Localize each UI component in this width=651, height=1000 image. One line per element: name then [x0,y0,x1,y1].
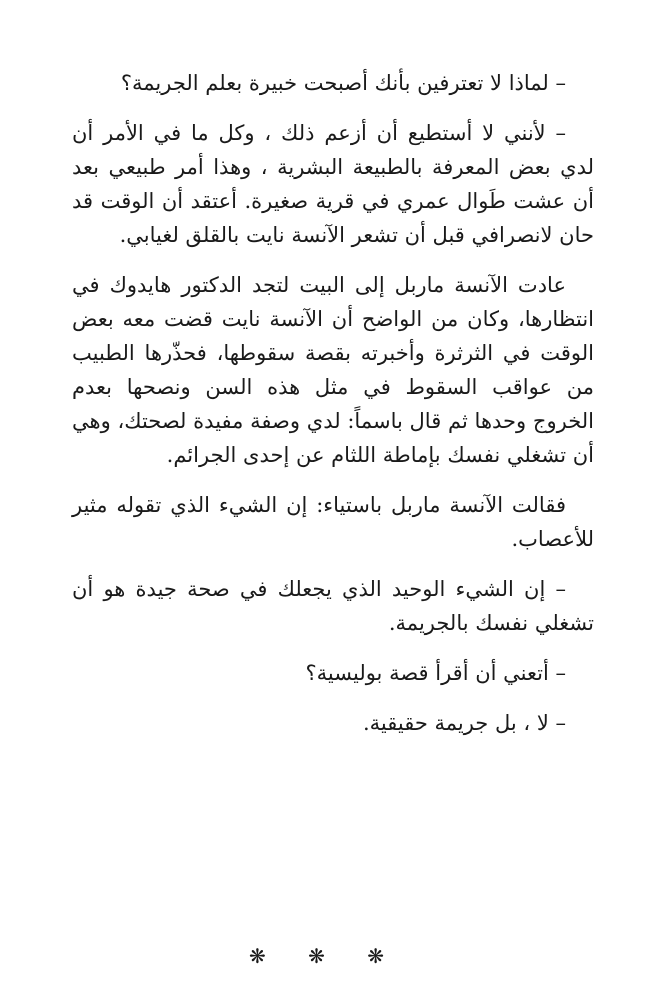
paragraph-5: – إن الشيء الوحيد الذي يجعلك في صحة جيدة هو أن تشغلي نفسك بالجريمة. [72,577,594,635]
page-text [72,66,594,756]
section-separator: ❋ ❋ ❋ [249,944,402,968]
paragraph-7: – لا ، بل جريمة حقيقية. [362,711,566,735]
paragraph-6: – أتعني أن أقرأ قصة بوليسية؟ [305,661,566,685]
paragraph-1: – لماذا لا تعترفين بأنك أصبحت خبيرة بعلم الجريمة؟ [120,71,566,95]
paragraph-2: – لأنني لا أستطيع أن أزعم ذلك ، وكل ما في الأمر أن لدي بعض المعرفة بالطبيعة البشرية ، وهذا أمر طبيعي بعد أن عشت طَوال عمري في قرية صغيرة. أعتقد أن الوقت قد حان لانصرافي قبل أن تشعر الآنسة نايت بالقلق لغيابي. [72,121,594,247]
paragraph-4: فقالت الآنسة ماربل باستياء: إن الشيء الذي تقوله مثير للأعصاب. [72,493,594,551]
paragraph-3: عادت الآنسة ماربل إلى البيت لتجد الدكتور هايدوك في انتظارها، وكان من الواضح أن الآنسة نايت قضت معه بعض الوقت في الثرثرة وأخبرته بقصة سقوطها، فحذّرها الطبيب من عواقب السقوط في مثل هذه السن ونصحها بعدم الخروج وحدها ثم قال باسماً: لدي وصفة مفيدة لصحتك، وهي أن تشغلي نفسك بإماطة اللثام عن إحدى الجرائم. [72,273,594,467]
